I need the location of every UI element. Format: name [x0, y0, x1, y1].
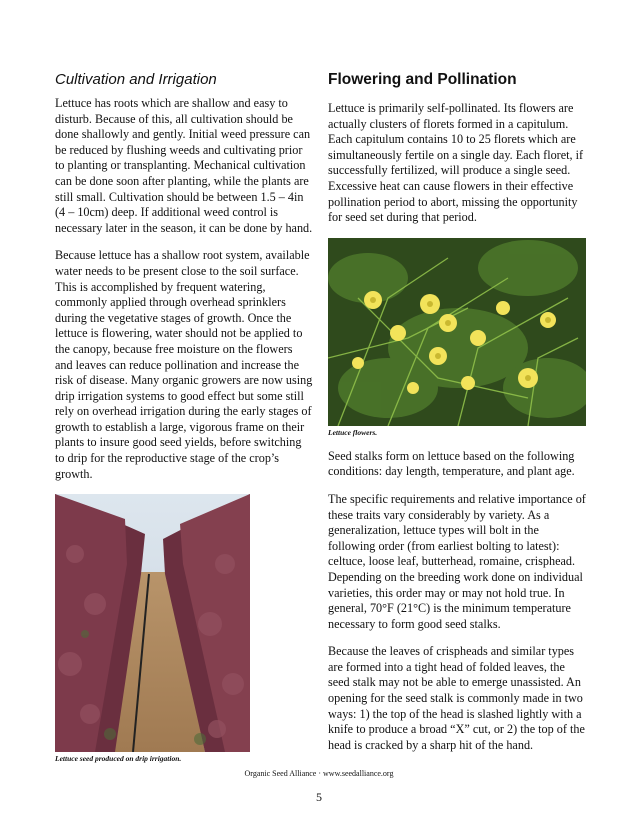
footer-text: Organic Seed Alliance · www.seedalliance.org [244, 769, 394, 778]
left-column [55, 71, 313, 763]
page-number: 5 [316, 790, 322, 804]
lettuce-flowers-image [328, 238, 586, 426]
right-column [328, 71, 586, 765]
drip-irrigation-image [55, 494, 250, 752]
drip-irrigation-caption: Lettuce seed produced on drip irrigation. [55, 754, 182, 764]
lettuce-flowers-caption: Lettuce flowers. [328, 427, 378, 437]
seed-stalks-paragraph-3: Because the leaves of crispheads and similar types are formed into a tight head of folded leaves, the seed stalk may not be able to emerge unassisted. An opening for the seed stalk is commonly made in two ways: 1) the top of the head is slashed lightly with a knife to produce a broad “X” cut, or 2) the top of the head is cracked by a sharp hit of the hand. [328, 644, 585, 752]
seed-stalks-paragraph-1: Seed stalks form on lettuce based on the following conditions: day length, temperature, and plant age. [328, 448, 575, 479]
cultivation-paragraph-1: Lettuce has roots which are shallow and easy to disturb. Because of this, all cultivation should be done shallowly and gently. Initial weed pressure can be reduced by flushing weeds and cultivating prior to planting or transplanting. Mechanical cultivation can be done soon after planting, while the plants are still small. Cultivation should be between 1.5 – 4in (4 – 10cm) deep. If additional weed control is necessary later in the season, it can be done by hand. [55, 96, 313, 235]
cultivation-heading: Cultivation and Irrigation [55, 71, 217, 88]
flowering-heading: Flowering and Pollination [328, 71, 517, 88]
drip-irrigation-photo [55, 494, 250, 752]
cultivation-paragraph-2: Because lettuce has a shallow root system, available water needs to be present close to the soil surface. This is accomplished by frequent watering, commonly applied through overhead sprinklers during the vegetative stages of growth. Once the lettuce is flowering, water should not be applied to the canopy, because free moisture on the flowers and leaves can reduce pollination and increase the risk of disease. Many organic growers are now using drip irrigation systems to good effect but some still rely on overhead irrigation during the early stages of growth to establish a large, vigorous frame on their plants to insure good seed yields, before switching to drip for the reproductive stage of the crop’s growth. [55, 248, 313, 481]
seed-stalks-paragraph-2: The specific requirements and relative importance of these traits vary considerably by variety. As a generalization, lettuce types will bolt in the following order (from earliest bolting to latest): celtuce, loose leaf, butterhead, romaine, crisphead. Depending on the breeding work done on individual varieties, this order may or may not hold true. In general, 70°F (21°C) is the minimum temperature necessary to form good seed stalks. [328, 491, 586, 631]
flowering-paragraph-1: Lettuce is primarily self-pollinated. Its flowers are actually clusters of florets formed in a capitulum. Each capitulum contains 10 to 25 florets which are simultaneously fertile on a single day. Each floret, if successfully fertilized, will produce a single seed. Excessive heat can cause flowers in their effective pollination period to abort, missing the opportunity for seed set during that period. [328, 101, 584, 225]
lettuce-flowers-photo [328, 238, 586, 426]
